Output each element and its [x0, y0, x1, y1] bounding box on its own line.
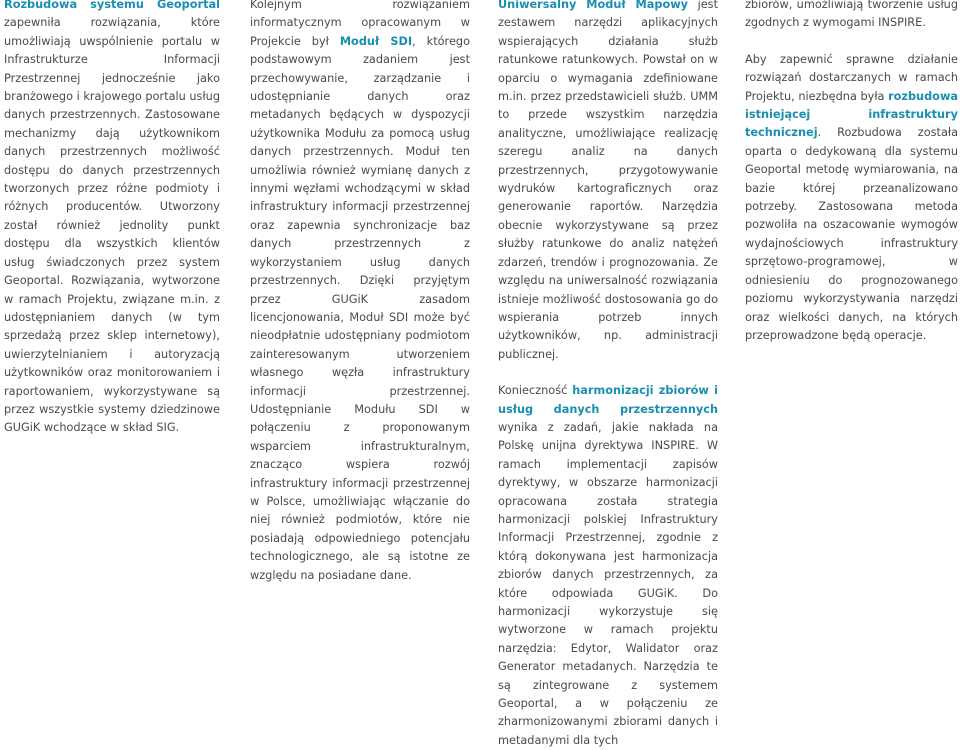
- paragraph-inspire-continuation: [745, 0, 958, 33]
- paragraph-geoportal: [4, 0, 220, 438]
- text-column-1: [4, 0, 220, 438]
- paragraph-harmonizacja: [498, 382, 718, 750]
- paragraph-umm: [498, 0, 718, 364]
- paragraph-text: zapewniła rozwiązania, które umożliwiają uwspólnienie portalu w Infrastrukturze Informacji Przestrzennej jednocześnie jako branżowego i krajowego portalu usług danych przestrzennych. Zastosowane mechanizmy dają użytkownikom danych przestrzennych możliwość dostępu do danych przestrzennych tworzonych przez różne podmioty i różnych producentów. Utworzony został również jednolity punkt dostępu dla wszystkich klientów usług świadczonych przez system Geoportal. Rozwiązania, wytworzone w ramach Projektu, związane m.in. z udostępnianiem danych (w tym sprzedażą przez sklep internetowy), uwierzytelnianiem i autoryzacją użytkowników oraz monitorowaniem i raportowaniem, wykorzystywane są przez wszystkie systemy dziedzinowe GUGiK wchodzące w skład SIG.: [4, 16, 220, 435]
- paragraph-modul-sdi: [250, 0, 470, 585]
- paragraph-text: wynika z zadań, jakie nakłada na Polskę unijna dyrektywa INSPIRE. W ramach implementacji zapisów dyrektywy, w obszarze harmonizacji opracowana została strategia harmonizacji polskiej Infrastruktury Informacji Przestrzennej, zgodnie z którą dokonywana jest harmonizacja zbiorów danych przestrzennych, za które odpowiada GUGiK. Do harmonizacji wykorzystuje się wytworzone w ramach projektu narzędzia: Edytor, Walidator oraz Generator metadanych. Narzędzia te są zintegrowane z systemem Geoportal, a w połączeniu ze zharmonizowanymi zbiorami danych i metadanymi dla tych: [498, 420, 718, 747]
- paragraph-text: zbiorów, umożliwiają tworzenie usług zgodnych z wymogami INSPIRE.: [745, 0, 958, 30]
- highlight-infrastruktura: rozbudowa istniejącej infrastruktury technicznej: [745, 89, 959, 140]
- text-column-2: [250, 0, 470, 585]
- paragraph-text: jest zestawem narzędzi aplikacyjnych wspierających działania służb ratunkowe ratunkowych. Powstał on w oparciu o wymagania zdefiniowane m.in. przez przedstawicieli służb. UMM to przede wszystkim narzędzia analityczne, umożliwiające realizację szeregu analiz na danych przestrzennych, przygotowywanie wydruków kartograficznych oraz generowanie raportów. Narzędzia obecnie wykorzystywane są przez służby ratunkowe do analiz natężeń zdarzeń, trendów i prognozowania. Ze względu na uniwersalność rozwiązania istnieje możliwość dostosowania go do wspierania potrzeb innych użytkowników, np. administracji publicznej.: [498, 0, 718, 361]
- highlight-modul-sdi: Moduł SDI: [339, 34, 413, 48]
- text-column-4: [745, 0, 958, 345]
- paragraph-text: , którego podstawowym zadaniem jest przechowywanie, zarządzanie i udostępnianie danych oraz metadanych będących w dyspozycji użytkownika Modułu za pomocą usług danych przestrzennych. Moduł ten umożliwia również wymianę danych z innymi węzłami wchodzącymi w skład infrastruktury informacji przestrzennej oraz zapewnia synchronizacje baz danych przestrzennych z wykorzystaniem usług danych przestrzennych. Dzięki przyjętym przez GUGiK zasadom licencjonowania, Moduł SDI może być nieodpłatnie udostępniany podmiotom zainteresowanym utworzeniem własnego węzła infrastruktury informacji przestrzennej. Udostępnianie Modułu SDI w połączeniu z proponowanym wsparciem infrastrukturalnym, znacząco wspiera rozwój infrastruktury informacji przestrzennej w Polsce, umożliwiając włączanie do niej również podmiotów, które nie posiadają odpowiedniego potencjału technologicznego, ale są istotne ze względu na posiadane dane.: [250, 34, 470, 582]
- highlight-harmonizacja: harmonizacji zbiorów i usług danych przestrzennych: [498, 384, 718, 416]
- highlight-umm: Uniwersalny Moduł Mapowy: [498, 0, 689, 11]
- paragraph-infrastruktura: [745, 51, 958, 346]
- paragraph-text: Aby zapewnić sprawne działanie rozwiązań dostarczanych w ramach Projektu, niezbędna była: [745, 52, 958, 103]
- text-column-3: [498, 0, 718, 750]
- paragraph-text: Kolejnym rozwiązaniem informatycznym opracowanym w Projekcie był: [250, 0, 470, 48]
- highlight-geoportal: Rozbudowa systemu Geoportal: [4, 0, 220, 11]
- paragraph-text: Konieczność: [498, 384, 573, 398]
- paragraph-text: . Rozbudowa została oparta o dedykowaną dla systemu Geoportal metodę wymiarowania, na bazie której przeanalizowano potrzeby. Zastosowana metoda pozwoliła na oszacowanie wymogów wydajnościowych infrastruktury sprzętowo-programowej, w odniesieniu do prognozowanego poziomu wykorzystywania narzędzi oraz wielkości danych, na których przeprowadzone będą operacje.: [745, 126, 958, 342]
